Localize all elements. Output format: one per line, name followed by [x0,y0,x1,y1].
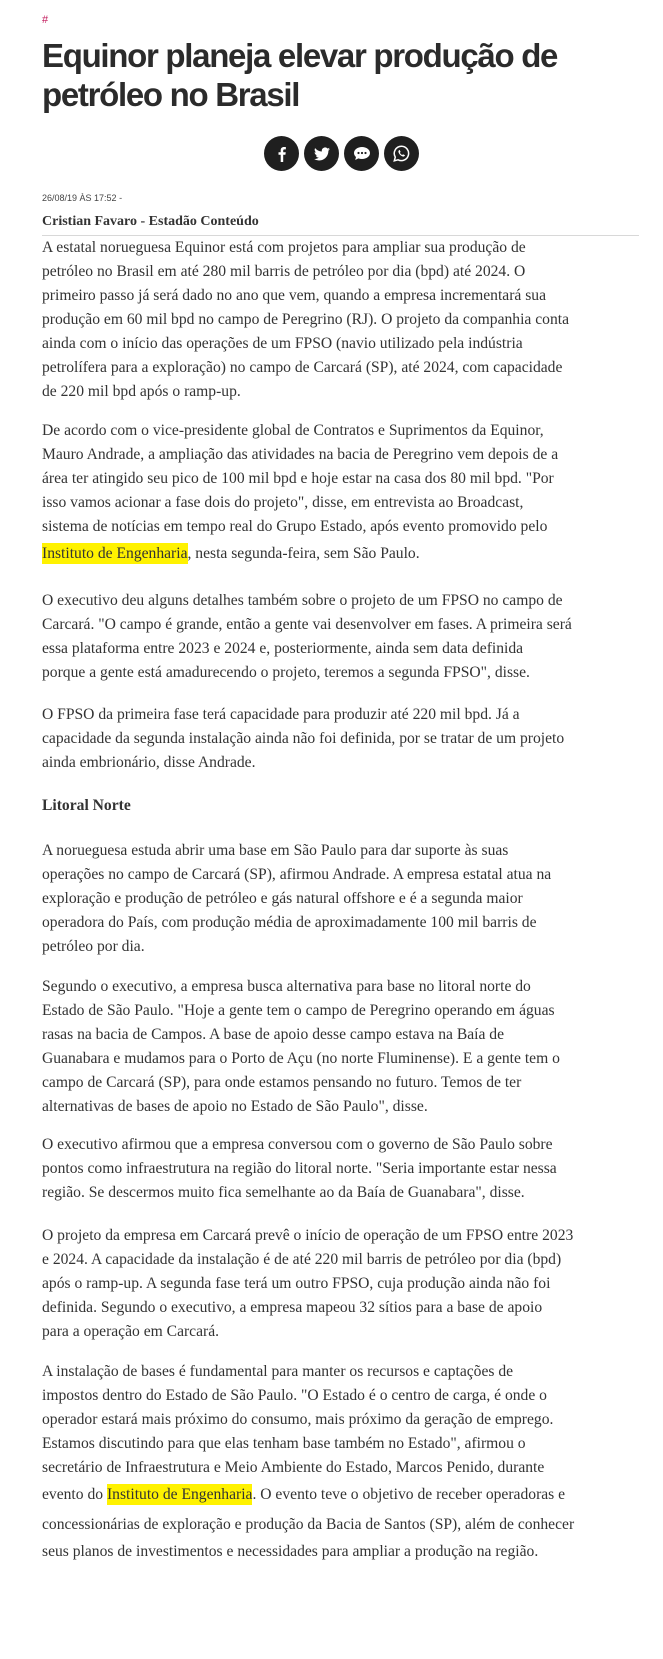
author-byline: Cristian Favaro - Estadão Conteúdo [42,214,259,229]
text-line: sistema de notícias em tempo real do Grupo Estado, após evento promovido pelo [42,518,548,535]
article-title: Equinor planeja elevar produção de petróleo no Brasil [42,37,558,113]
text-line: primeiro passo já será dado no ano que vem, quando a empresa incrementará sua [42,287,547,304]
paragraph-1 [42,236,639,404]
twitter-icon [314,147,330,161]
share-bar [264,136,419,171]
text-fragment: . O evento teve o objetivo de receber operadoras e [252,1486,566,1503]
text-line: após o ramp-up. A segunda fase terá um outro FPSO, cuja produção ainda não foi [42,1275,551,1292]
paragraph-3 [42,589,639,685]
facebook-icon [274,146,290,162]
paragraph-8 [42,1224,639,1344]
paragraph-4 [42,703,639,775]
text-line: capacidade da segunda instalação ainda não foi definida, por se tratar de um projeto [42,730,565,747]
text-line: Guanabara e mudamos para o Porto de Açu (no norte Fluminense). E a gente tem o [42,1050,560,1067]
instituto-link[interactable]: Instituto de Engenharia [42,545,188,562]
text-line: exploração e produção de petróleo e gás natural offshore e é a segunda maior [42,890,523,907]
text-line: Estado de São Paulo. "Hoje a gente tem o campo de Peregrino operando em águas [42,1002,555,1019]
text-line: rasas na bacia de Campos. A base de apoio desse campo estava na Baía de [42,1026,505,1043]
text-line: e 2024. A capacidade da instalação é de até 220 mil barris de petróleo por dia (bpd) [42,1251,562,1268]
text-line: O FPSO da primeira fase terá capacidade para produzir até 220 mil bpd. Já a [42,706,520,723]
text-line: A instalação de bases é fundamental para manter os recursos e captações de [42,1363,514,1380]
text-line: ainda embrionário, disse Andrade. [42,754,256,771]
text-line: impostos dentro do Estado de São Paulo. "O Estado é o centro de carga, é onde o [42,1387,547,1404]
text-line: petróleo no Brasil em até 280 mil barris de petróleo por dia (bpd) até 2024. O [42,263,526,280]
text-line: campo de Carcará (SP), para onde estamos pensando no futuro. Temos de ter [42,1074,522,1091]
text-line: produção em 60 mil bpd no campo de Peregrino (RJ). O projeto da companhia conta [42,311,570,328]
text-line: essa plataforma entre 2023 e 2024 e, posteriormente, ainda sem data definida [42,640,524,657]
text-line: seus planos de investimentos e necessidades para ampliar a produção na região. [42,1543,539,1560]
text-line: Mauro Andrade, a ampliação das atividades na bacia de Peregrino vem depois de a [42,446,559,463]
text-line: secretário de Infraestrutura e Meio Ambiente do Estado, Marcos Penido, durante [42,1459,545,1476]
text-line: Segundo o executivo, a empresa busca alternativa para base no litoral norte do [42,978,531,995]
facebook-share-button[interactable] [264,136,299,171]
text-line: De acordo com o vice-presidente global de Contratos e Suprimentos da Equinor, [42,422,544,439]
text-line: ainda com o início das operações de um FPSO (navio utilizado pela indústria [42,335,523,352]
text-fragment: evento do [42,1486,107,1503]
publish-date: 26/08/19 ÀS 17:52 - [42,193,123,203]
text-line: operações no campo de Carcará (SP), afirmou Andrade. A empresa estatal atua na [42,866,552,883]
text-line: O projeto da empresa em Carcará prevê o início de operação de um FPSO entre 2023 [42,1227,574,1244]
paragraph-2 [42,419,639,569]
comment-share-button[interactable] [344,136,379,171]
text-line: Estamos discutindo para que elas tenham base também no Estado", afirmou o [42,1435,526,1452]
text-line: A estatal norueguesa Equinor está com projetos para ampliar sua produção de [42,239,526,256]
text-line: petróleo por dia. [42,938,145,955]
text-line: O executivo deu alguns detalhes também sobre o projeto de um FPSO no campo de [42,592,563,609]
text-line: pontos como infraestrutura na região do litoral norte. "Seria importante estar nessa [42,1160,557,1177]
whatsapp-share-button[interactable] [384,136,419,171]
text-fragment: , nesta segunda-feira, sem São Paulo. [187,545,420,562]
hash-tag[interactable]: # [42,14,49,26]
text-line: petrolífera para a exploração) no campo de Carcará (SP), até 2024, com capacidade [42,359,563,376]
text-line: de 220 mil bpd após o ramp-up. [42,383,241,400]
text-line: isso vamos acionar a fase dois do projeto", disse, em entrevista ao Broadcast, [42,494,524,511]
paragraph-5 [42,839,639,959]
instituto-link[interactable]: Instituto de Engenharia [106,1486,253,1503]
text-line: A norueguesa estuda abrir uma base em São Paulo para dar suporte às suas [42,842,509,859]
text-line: operadora do País, com produção média de aproximadamente 100 mil barris de [42,914,537,931]
whatsapp-icon [393,145,410,162]
paragraph-9 [42,1360,639,1564]
twitter-share-button[interactable] [304,136,339,171]
text-line: operador estará mais próximo do consumo, mais próximo da geração de emprego. [42,1411,554,1428]
text-line: alternativas de bases de apoio no Estado de São Paulo", disse. [42,1098,428,1115]
text-line: Carcará. "O campo é grande, então a gente vai desenvolver em fases. A primeira será [42,616,572,633]
paragraph-6 [42,975,639,1119]
comment-icon [353,146,371,161]
text-line: O executivo afirmou que a empresa conversou com o governo de São Paulo sobre [42,1136,553,1153]
paragraph-7 [42,1133,639,1205]
text-line: para a operação em Carcará. [42,1323,220,1340]
subheading: Litoral Norte [42,797,131,814]
text-line: definida. Segundo o executivo, a empresa mapeou 32 sítios para a base de apoio [42,1299,543,1316]
text-line: região. Se descermos muito fica semelhante ao da Baía de Guanabara", disse. [42,1184,525,1201]
text-line: porque a gente está amadurecendo o projeto, teremos a segunda FPSO", disse. [42,664,530,681]
text-line: área ter atingido seu pico de 100 mil bpd e hoje estar na casa dos 80 mil bpd. "Por [42,470,554,487]
text-line [42,539,639,569]
text-line [42,1480,639,1510]
text-line: concessionárias de exploração e produção da Bacia de Santos (SP), além de conhecer [42,1516,575,1533]
